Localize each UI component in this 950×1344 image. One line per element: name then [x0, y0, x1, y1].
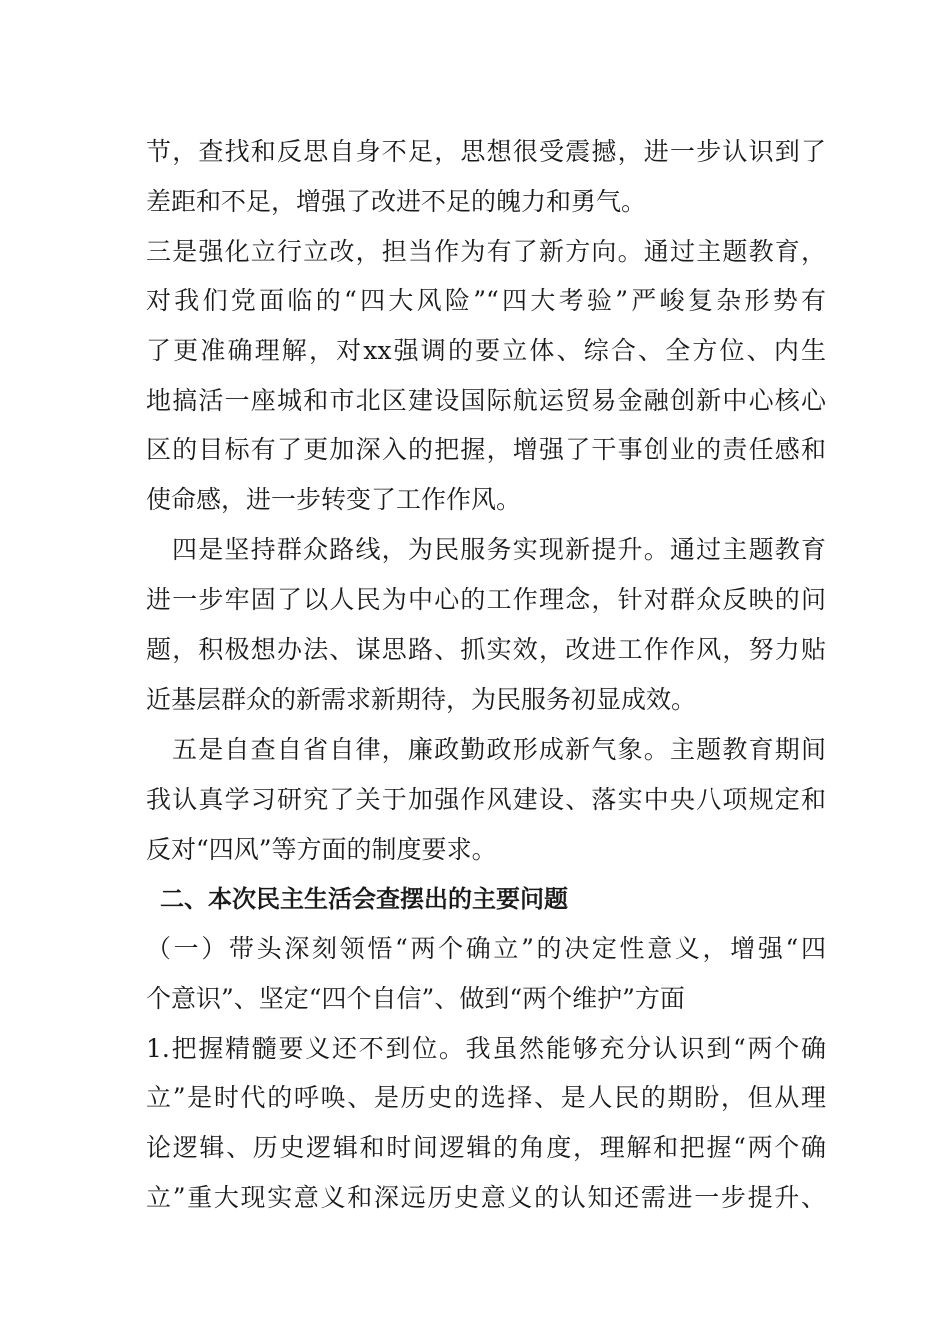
text-line: 立”是时代的呼唤、是历史的选择、是人民的期盼，但从理 — [146, 1083, 826, 1112]
text-line: 1.把握精髓要义还不到位。我虽然能够充分认识到“两个确 — [146, 1034, 826, 1063]
text-line: 了更准确理解，对xx强调的要立体、综合、全方位、内生 — [146, 336, 826, 365]
text-line: 题，积极想办法、谋思路、抓实效，改进工作作风，努力贴 — [146, 635, 826, 664]
text-line: （一）带头深刻领悟“两个确立”的决定性意义，增强“四 — [146, 934, 826, 963]
section-heading: 二、本次民主生活会查摆出的主要问题 — [160, 885, 568, 913]
text-line: 个意识”、坚定“四个自信”、做到“两个维护”方面 — [146, 984, 685, 1013]
text-line: 进一步牢固了以人民为中心的工作理念，针对群众反映的问 — [146, 585, 826, 614]
text-line: 反对“四风”等方面的制度要求。 — [146, 835, 497, 864]
text-line: 使命感，进一步转变了工作作风。 — [146, 485, 522, 514]
text-line: 节，查找和反思自身不足，思想很受震撼，进一步认识到了 — [146, 137, 826, 166]
text-line: 四是坚持群众路线，为民服务实现新提升。通过主题教育 — [172, 535, 826, 564]
text-line: 地搞活一座城和市北区建设国际航运贸易金融创新中心核心 — [146, 386, 826, 415]
text-line: 五是自查自省自律，廉政勤政形成新气象。主题教育期间 — [172, 735, 826, 764]
text-line: 三是强化立行立改，担当作为有了新方向。通过主题教育， — [146, 237, 826, 266]
text-line: 立”重大现实意义和深远历史意义的认知还需进一步提升、 — [146, 1183, 826, 1212]
text-line: 差距和不足，增强了改进不足的魄力和勇气。 — [146, 187, 647, 216]
text-line: 论逻辑、历史逻辑和时间逻辑的角度，理解和把握“两个确 — [146, 1133, 826, 1162]
text-line: 区的目标有了更加深入的把握，增强了干事创业的责任感和 — [146, 435, 826, 464]
text-line: 近基层群众的新需求新期待，为民服务初显成效。 — [146, 685, 697, 714]
text-line: 对我们党面临的“四大风险”“四大考验”严峻复杂形势有 — [146, 286, 826, 315]
text-line: 我认真学习研究了关于加强作风建设、落实中央八项规定和 — [146, 785, 826, 814]
